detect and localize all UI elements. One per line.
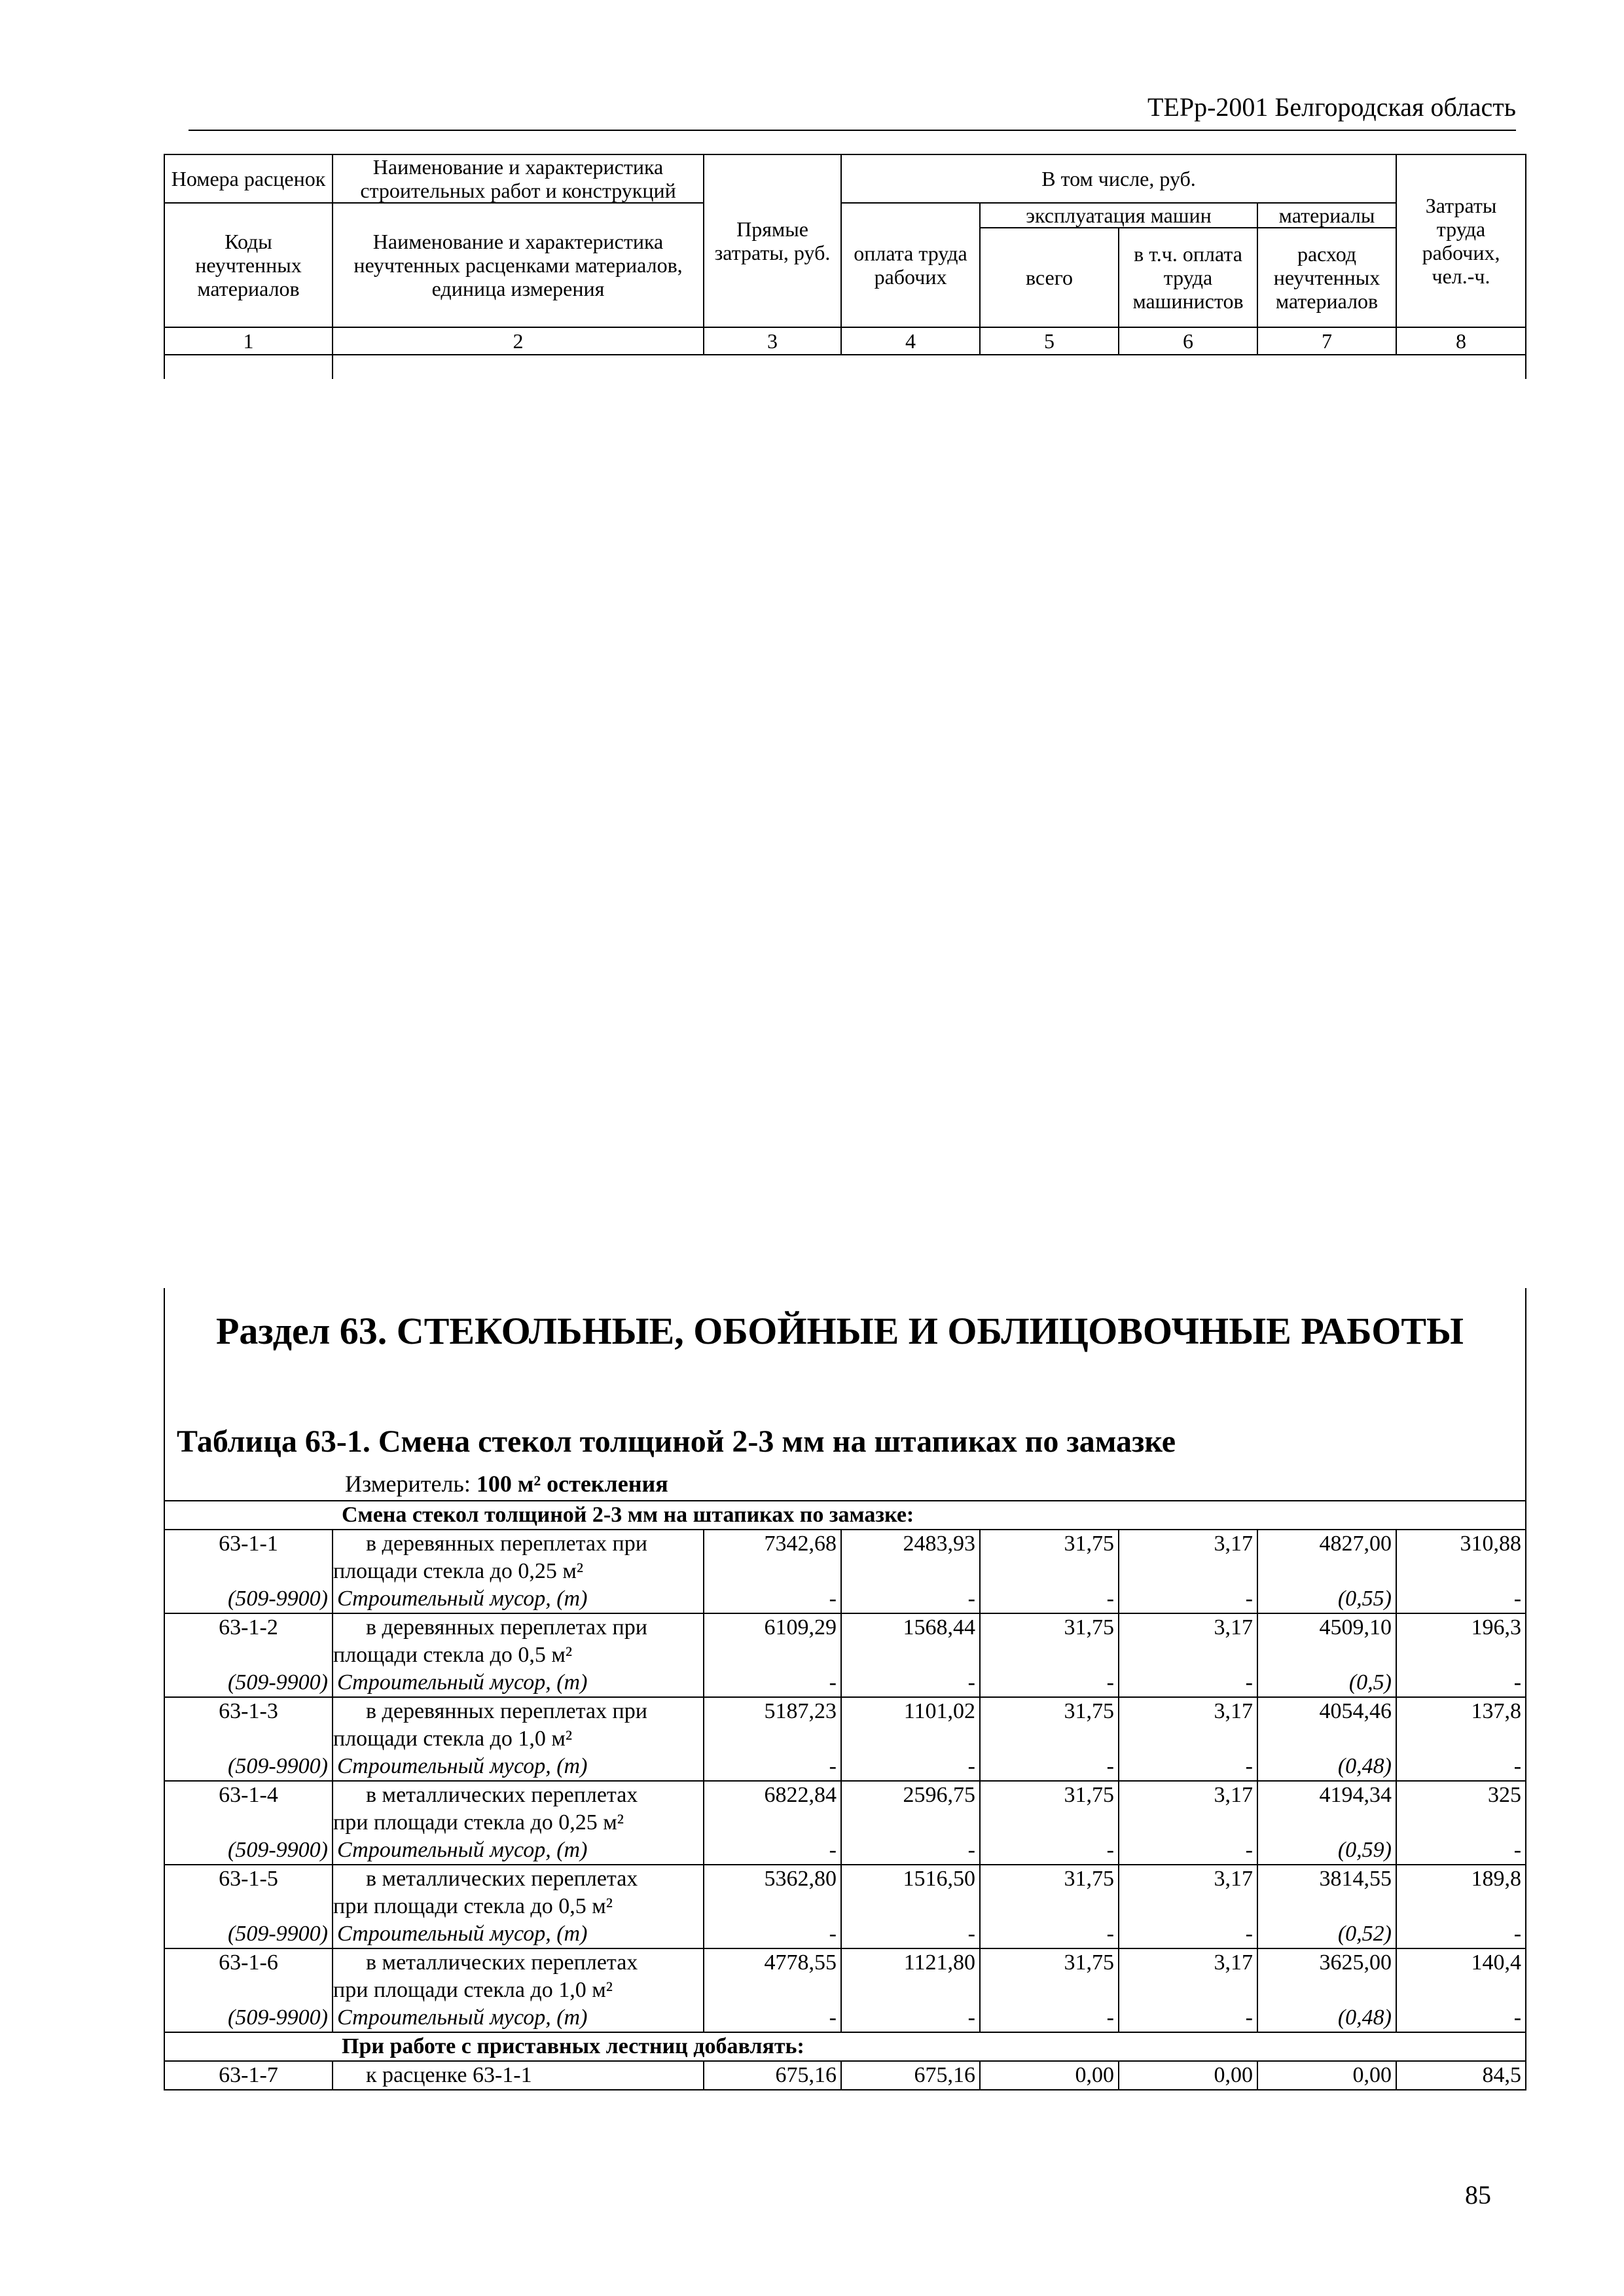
page-number: 85 (1465, 2180, 1491, 2210)
value-cell: 2596,75 (841, 1781, 980, 1837)
value-cell: 31,75 (980, 1948, 1119, 2004)
rate-code: 63-1-6 (164, 1948, 333, 2004)
table-row (164, 1781, 1526, 1837)
column-header-table (164, 154, 1526, 379)
value-cell: 137,8 (1396, 1697, 1526, 1753)
col-number: 8 (1396, 327, 1526, 355)
value-cell: 4194,34 (1257, 1781, 1396, 1837)
value-cell: 0,00 (980, 2061, 1119, 2090)
material-code: (509-9900) (164, 1920, 333, 1948)
rate-description-line: в деревянных переплетах при (366, 1532, 647, 1556)
value-cell: - (1119, 1920, 1257, 1948)
rate-code: 63-1-1 (164, 1530, 333, 1585)
value-cell: - (1119, 1837, 1257, 1865)
rate-description (333, 1948, 704, 2004)
value-cell: - (841, 1669, 980, 1697)
value-cell: 1516,50 (841, 1865, 980, 1920)
value-cell: - (1396, 1753, 1526, 1781)
section-title: Раздел 63. СТЕКОЛЬНЫЕ, ОБОЙНЫЕ И ОБЛИЦОВОЧНЫЕ РАБОТЫ (216, 1310, 1464, 1352)
col-header-material-codes: Коды неучтенных материалов (164, 203, 333, 327)
value-cell: - (841, 1585, 980, 1613)
material-name: Строительный мусор, (т) (333, 1920, 704, 1948)
material-name: Строительный мусор, (т) (333, 1753, 704, 1781)
value-cell: 31,75 (980, 1865, 1119, 1920)
value-cell: (0,52) (1257, 1920, 1396, 1948)
rate-description (333, 1781, 704, 1837)
rate-description-line: при площади стекла до 1,0 м² (333, 1978, 613, 2002)
material-name: Строительный мусор, (т) (333, 1585, 704, 1613)
rate-description (333, 1865, 704, 1920)
value-cell: 0,00 (1119, 2061, 1257, 2090)
value-cell: - (704, 1753, 841, 1781)
value-cell: - (1119, 1585, 1257, 1613)
value-cell: 4054,46 (1257, 1697, 1396, 1753)
material-row (164, 1585, 1526, 1613)
value-cell: - (1119, 1669, 1257, 1697)
value-cell: - (980, 1585, 1119, 1613)
value-cell: 4778,55 (704, 1948, 841, 2004)
table-row (164, 1613, 1526, 1669)
value-cell: - (1119, 1753, 1257, 1781)
value-cell: - (841, 1837, 980, 1865)
value-cell: 6109,29 (704, 1613, 841, 1669)
col-header-rate-numbers: Номера расценок (164, 154, 333, 203)
rate-description (333, 1530, 704, 1585)
document-header-title: ТЕРр-2001 Белгородская область (1147, 92, 1516, 122)
value-cell: 0,00 (1257, 2061, 1396, 2090)
material-code: (509-9900) (164, 1585, 333, 1613)
value-cell: 4827,00 (1257, 1530, 1396, 1585)
col-header-materials: материалы (1257, 203, 1396, 228)
table-continuation-stub (164, 355, 333, 379)
value-cell: 3,17 (1119, 1613, 1257, 1669)
value-cell: - (980, 1753, 1119, 1781)
col-header-material-names: Наименование и характеристика неучтенных расценками материалов, единица измерения (333, 203, 704, 327)
value-cell: 84,5 (1396, 2061, 1526, 2090)
table-row (164, 1697, 1526, 1753)
header-divider (189, 130, 1516, 131)
col-number: 6 (1119, 327, 1257, 355)
rate-code: 63-1-3 (164, 1697, 333, 1753)
value-cell: - (980, 1920, 1119, 1948)
material-row (164, 1669, 1526, 1697)
col-number: 5 (980, 327, 1119, 355)
rate-description-line: при площади стекла до 0,5 м² (333, 1894, 613, 1918)
value-cell: 31,75 (980, 1613, 1119, 1669)
material-code: (509-9900) (164, 2004, 333, 2032)
rate-description-line: в деревянных переплетах при (366, 1615, 647, 1640)
rate-code: 63-1-7 (164, 2061, 333, 2090)
material-name: Строительный мусор, (т) (333, 1669, 704, 1697)
value-cell: - (704, 1837, 841, 1865)
group-heading: Смена стекол толщиной 2-3 мм на штапиках по замазке: (164, 1501, 1526, 1530)
value-cell: 31,75 (980, 1697, 1119, 1753)
rate-description-line: при площади стекла до 0,25 м² (333, 1810, 624, 1835)
material-code: (509-9900) (164, 1837, 333, 1865)
table-row (164, 1530, 1526, 1585)
value-cell: 3,17 (1119, 1948, 1257, 2004)
col-number: 3 (704, 327, 841, 355)
value-cell: 2483,93 (841, 1530, 980, 1585)
value-cell: - (1396, 1669, 1526, 1697)
value-cell: - (841, 1753, 980, 1781)
value-cell: 1568,44 (841, 1613, 980, 1669)
section-frame-right-border (1525, 1288, 1526, 1520)
value-cell: (0,5) (1257, 1669, 1396, 1697)
table-row (164, 1865, 1526, 1920)
value-cell: 1101,02 (841, 1697, 980, 1753)
value-cell: 196,3 (1396, 1613, 1526, 1669)
value-cell: 1121,80 (841, 1948, 980, 2004)
rate-code: 63-1-2 (164, 1613, 333, 1669)
col-header-operator-pay: в т.ч. оплата труда машинистов (1119, 228, 1257, 327)
rates-table (164, 1500, 1526, 2090)
value-cell: - (1396, 1837, 1526, 1865)
value-cell: (0,55) (1257, 1585, 1396, 1613)
value-cell: 325 (1396, 1781, 1526, 1837)
value-cell: - (841, 2004, 980, 2032)
measure-value: 100 м² остекления (476, 1471, 668, 1497)
rate-description-line: площади стекла до 1,0 м² (333, 1727, 573, 1751)
table-row (164, 1948, 1526, 2004)
value-cell: - (1119, 2004, 1257, 2032)
rate-description-line: в металлических переплетах (366, 1867, 638, 1891)
value-cell: 3814,55 (1257, 1865, 1396, 1920)
material-row (164, 1920, 1526, 1948)
value-cell: 675,16 (841, 2061, 980, 2090)
value-cell: 5187,23 (704, 1697, 841, 1753)
rate-description-line: в деревянных переплетах при (366, 1699, 647, 1723)
group-row (164, 2032, 1526, 2061)
col-header-worker-pay: оплата труда рабочих (841, 203, 980, 327)
value-cell: - (704, 1585, 841, 1613)
value-cell: 3,17 (1119, 1697, 1257, 1753)
value-cell: 3625,00 (1257, 1948, 1396, 2004)
rate-description-line: площади стекла до 0,5 м² (333, 1643, 573, 1667)
col-header-material-usage: расход неучтенных материалов (1257, 228, 1396, 327)
value-cell: - (704, 1920, 841, 1948)
material-row (164, 2004, 1526, 2032)
rate-code: 63-1-5 (164, 1865, 333, 1920)
rate-description-line: в металлических переплетах (366, 1783, 638, 1807)
table-row (164, 2061, 1526, 2090)
rate-description-line: в металлических переплетах (366, 1950, 638, 1975)
value-cell: 31,75 (980, 1781, 1119, 1837)
value-cell: - (704, 1669, 841, 1697)
value-cell: - (980, 1669, 1119, 1697)
col-number: 7 (1257, 327, 1396, 355)
value-cell: 3,17 (1119, 1781, 1257, 1837)
col-number: 1 (164, 327, 333, 355)
table-title: Таблица 63-1. Смена стекол толщиной 2-3 мм на штапиках по замазке (177, 1424, 1176, 1459)
value-cell: 140,4 (1396, 1948, 1526, 2004)
value-cell: - (1396, 1920, 1526, 1948)
value-cell: 31,75 (980, 1530, 1119, 1585)
material-name: Строительный мусор, (т) (333, 2004, 704, 2032)
section-frame-left-border (164, 1288, 165, 1520)
measure-label: Измеритель: (345, 1471, 471, 1497)
value-cell: (0,59) (1257, 1837, 1396, 1865)
rate-description-line: площади стекла до 0,25 м² (333, 1559, 584, 1583)
value-cell: - (841, 1920, 980, 1948)
col-number: 4 (841, 327, 980, 355)
col-header-work-name: Наименование и характеристика строительных работ и конструкций (333, 154, 704, 203)
col-header-machines: эксплуатация машин (980, 203, 1257, 228)
rate-description (333, 1613, 704, 1669)
col-header-machines-total: всего (980, 228, 1119, 327)
value-cell: 3,17 (1119, 1530, 1257, 1585)
value-cell: 675,16 (704, 2061, 841, 2090)
value-cell: 310,88 (1396, 1530, 1526, 1585)
value-cell: 7342,68 (704, 1530, 841, 1585)
col-header-labor-costs: Затраты труда рабочих, чел.-ч. (1396, 154, 1526, 327)
value-cell: - (704, 2004, 841, 2032)
value-cell: - (980, 1837, 1119, 1865)
material-code: (509-9900) (164, 1669, 333, 1697)
rate-description (333, 1697, 704, 1753)
value-cell: 5362,80 (704, 1865, 841, 1920)
col-number: 2 (333, 327, 704, 355)
material-name: Строительный мусор, (т) (333, 1837, 704, 1865)
value-cell: 189,8 (1396, 1865, 1526, 1920)
rate-code: 63-1-4 (164, 1781, 333, 1837)
value-cell: (0,48) (1257, 2004, 1396, 2032)
material-code: (509-9900) (164, 1753, 333, 1781)
rate-description: к расценке 63-1-1 (333, 2061, 704, 2090)
value-cell: 6822,84 (704, 1781, 841, 1837)
measure-unit (345, 1470, 668, 1498)
col-header-including: В том числе, руб. (841, 154, 1396, 203)
value-cell: - (1396, 2004, 1526, 2032)
material-row (164, 1753, 1526, 1781)
value-cell: 4509,10 (1257, 1613, 1396, 1669)
col-header-direct-costs: Прямые затраты, руб. (704, 154, 841, 327)
value-cell: (0,48) (1257, 1753, 1396, 1781)
value-cell: - (980, 2004, 1119, 2032)
material-row (164, 1837, 1526, 1865)
value-cell: - (1396, 1585, 1526, 1613)
group-heading: При работе с приставных лестниц добавлять: (164, 2032, 1526, 2061)
value-cell: 3,17 (1119, 1865, 1257, 1920)
